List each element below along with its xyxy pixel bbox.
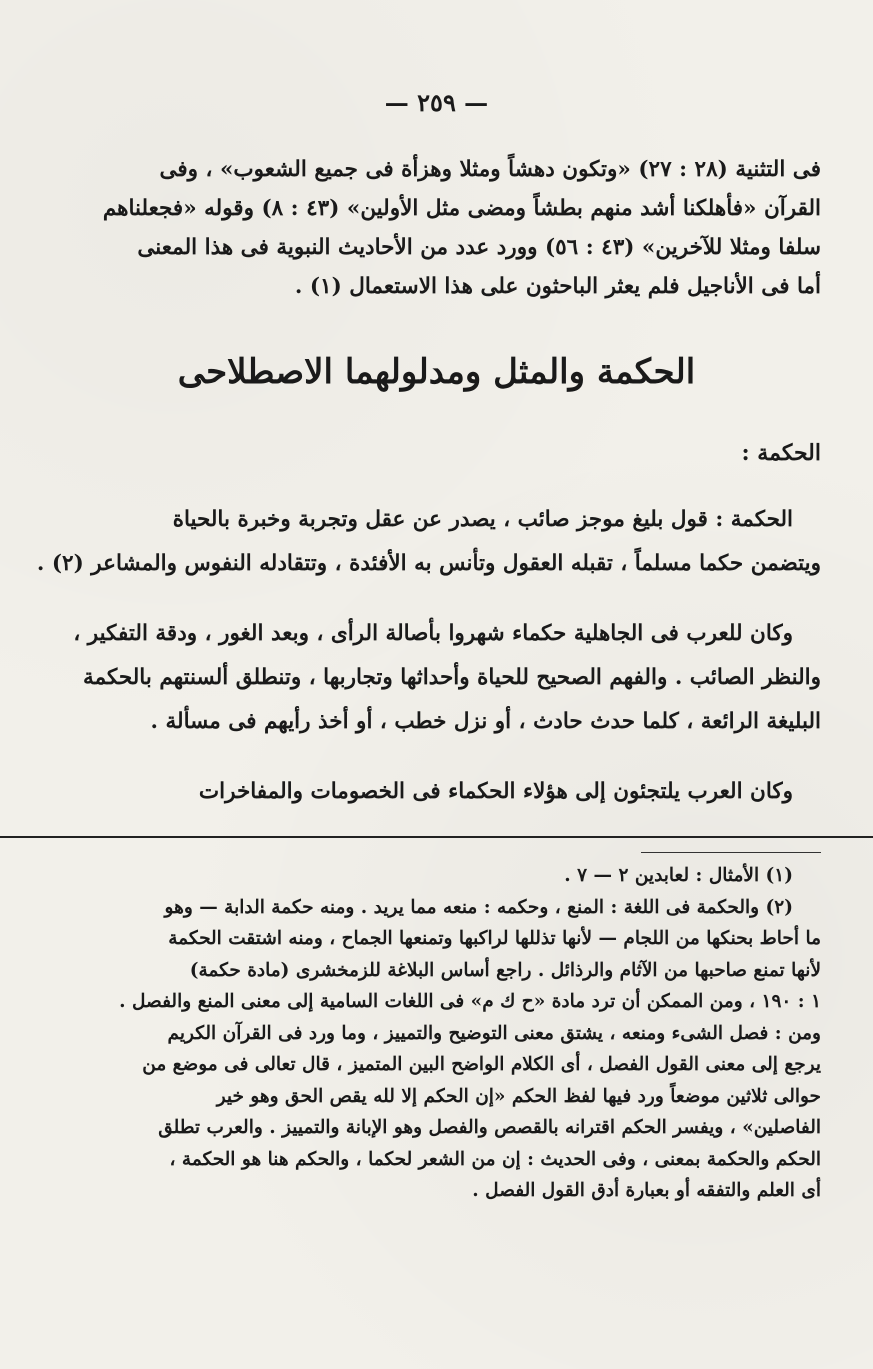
footnote-line: أى العلم والتفقه أو بعبارة أدق القول الفصل . <box>472 1180 821 1201</box>
footnote-line: (١) الأمثال : لعابدين ٢ — ٧ . <box>564 865 793 886</box>
paragraph-arab-sages <box>51 612 821 744</box>
footnote-line: ما أحاط بحنكها من اللجام — لأنها تذللها لراكبها وتمنعها الجماح ، ومنه اشتقت الحكمة <box>168 928 821 949</box>
footnote-line: (٢) والحكمة فى اللغة : المنع ، وحكمه : منعه مما يريد . ومنه حكمة الدابة — وهو <box>164 896 793 918</box>
footnote-divider <box>0 836 873 838</box>
text-line: الحكمة : قول بليغ موجز صائب ، يصدر عن عقل وتجربة وخبرة بالحياة <box>172 507 793 532</box>
page-number: — ٢٥٩ — <box>384 88 489 117</box>
text-line: سلفا ومثلا للآخرين» (٤٣ : ٥٦) وورد عدد من الأحاديث النبوية فى هذا المعنى <box>137 235 821 260</box>
subsection-heading: الحكمة : <box>741 440 821 466</box>
footnote-line: الفاصلين» ، ويفسر الحكم اقترانه بالقصص والفصل وهو الإبانة والتمييز . والعرب تطلق <box>158 1117 821 1138</box>
text-line: القرآن «فأهلكنا أشد منهم بطشاً ومضى مثل الأولين» (٤٣ : ٨) وقوله «فجعلناهم <box>102 196 821 221</box>
footnotes <box>51 860 821 1207</box>
text-line: وكان العرب يلتجئون إلى هؤلاء الحكماء فى الخصومات والمفاخرات <box>198 779 793 804</box>
footnote-line: ومن : فصل الشىء ومنعه ، يشتق معنى التوضيح والتمييز ، وما ورد فى القرآن الكريم <box>167 1022 821 1044</box>
footnote-line: ١ : ١٩٠ ، ومن الممكن أن ترد مادة «ح ك م» فى اللغات السامية إلى معنى المنع والفصل . <box>119 991 821 1012</box>
paragraph-disputes <box>51 770 821 814</box>
text-line: والنظر الصائب . والفهم الصحيح للحياة وأحداثها وتجاربها ، وتنطلق ألسنتهم بالحكمة <box>83 665 821 690</box>
intro-paragraph <box>51 150 821 306</box>
footnote-line: لأنها تمنع صاحبها من الآثام والرذائل . راجع أساس البلاغة للزمخشرى (مادة حكمة) <box>189 959 821 981</box>
footnote-line: الحكم والحكمة بمعنى ، وفى الحديث : إن من الشعر لحكما ، والحكم هنا هو الحكمة ، <box>169 1148 821 1170</box>
text-line: أما فى الأناجيل فلم يعثر الباحثون على هذا الاستعمال (١) . <box>294 274 821 299</box>
footnote-line: حوالى ثلاثين موضعاً ورد فيها لفظ الحكم «إن الحكم إلا لله يقص الحق وهو خير <box>216 1085 821 1107</box>
text-line: ويتضمن حكما مسلماً ، تقبله العقول وتأنس به الأفئدة ، وتتقادله النفوس والمشاعر (٢) . <box>36 551 821 576</box>
paragraph-definition <box>36 498 821 586</box>
text-line: البليغة الرائعة ، كلما حدث حادث ، أو نزل خطب ، أو أخذ رأيهم فى مسألة . <box>150 709 821 734</box>
section-heading: الحكمة والمثل ومدلولهما الاصطلاحى <box>177 352 696 392</box>
footnote-line: يرجع إلى معنى القول الفصل ، أى الكلام الواضح البين المتميز ، قال تعالى فى موضع من <box>142 1054 821 1075</box>
text-line: فى التثنية (٢٨ : ٢٧) «وتكون دهشاً ومثلا وهزأة فى جميع الشعوب» ، وفى <box>159 157 821 182</box>
text-line: وكان للعرب فى الجاهلية حكماء شهروا بأصالة الرأى ، وبعد الغور ، ودقة التفكير ، <box>73 621 793 646</box>
footnote-divider-short <box>641 852 821 853</box>
